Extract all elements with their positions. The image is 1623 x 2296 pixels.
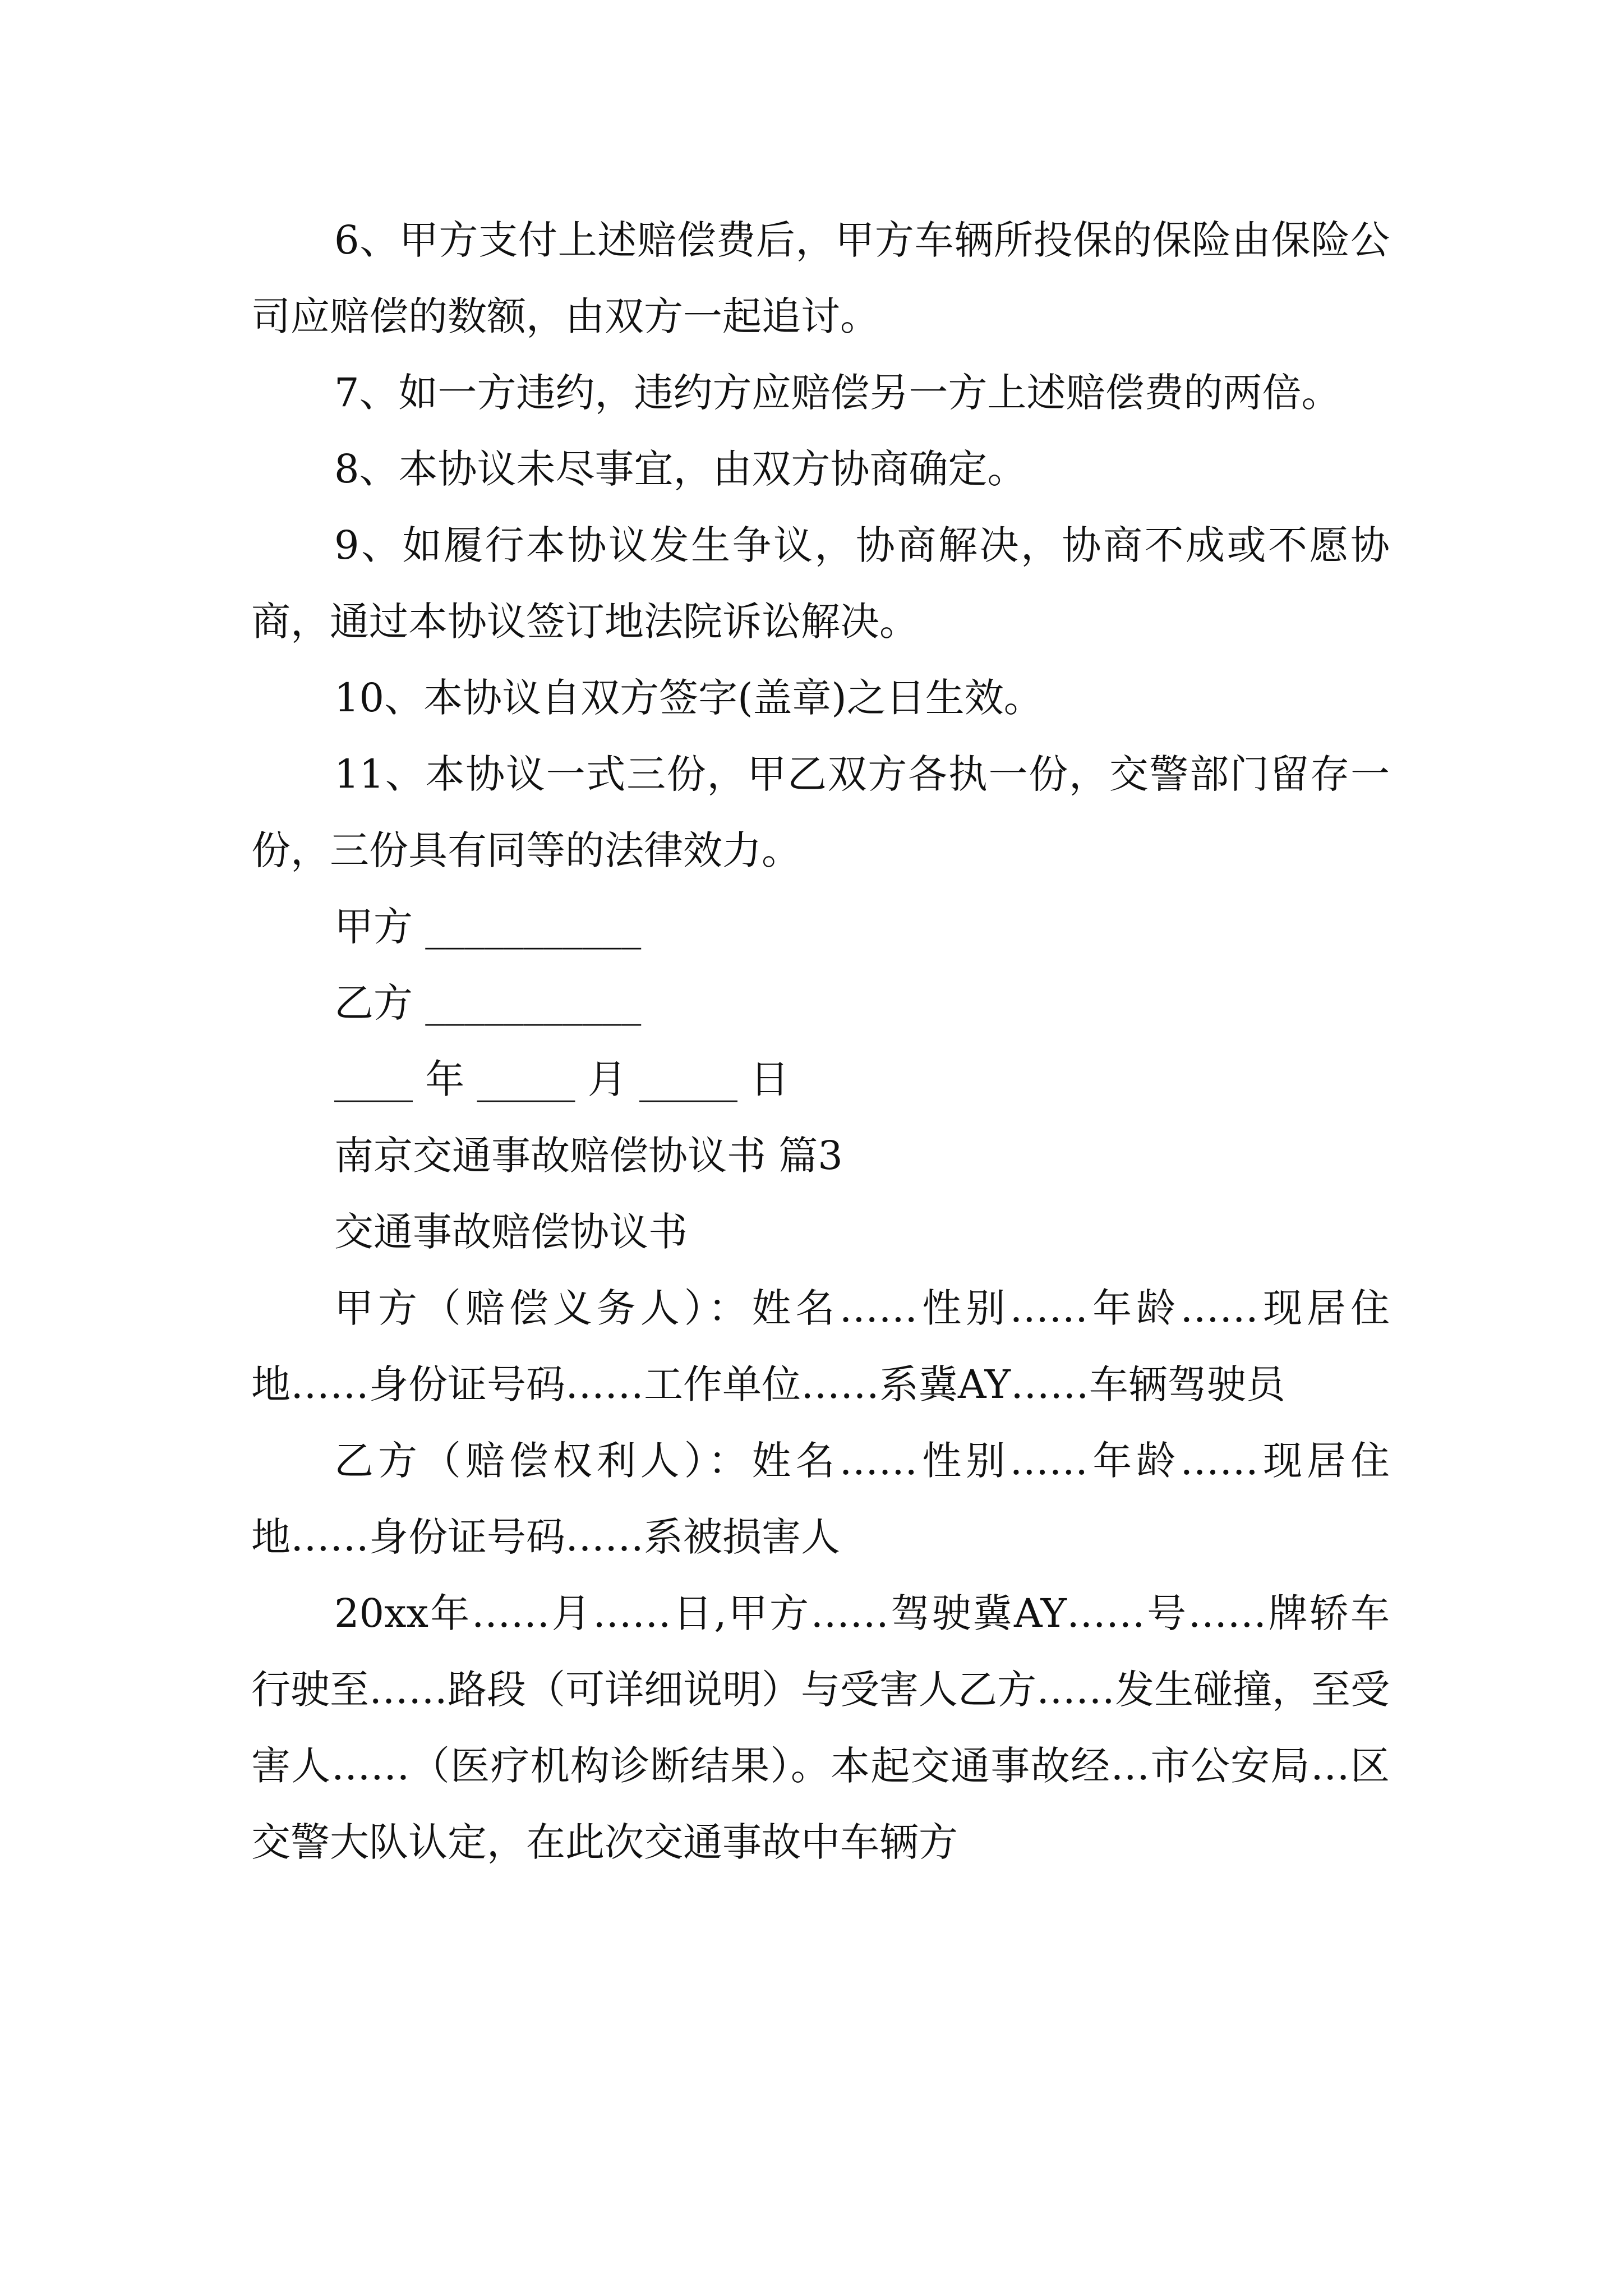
clause-7: 7、如一方违约，违约方应赔偿另一方上述赔偿费的两倍。 [334,370,1341,416]
accident-description: 20xx年……月……日,甲方……驾驶冀AY……号……牌轿车行驶至……路段（可详细说明）与受害人乙方……发生碰撞，至受害人……（医疗机构诊断结果）。本起交通事故经…市公安局…区交警大队认定，在此次交通事故中车辆方 [251,1590,1390,1865]
date-line: ____ 年 _____ 月 _____ 日 [334,1056,790,1102]
party-b-info: 乙方（赔偿权利人）：姓名……性别……年龄……现居住地……身份证号码……系被损害人 [251,1438,1390,1560]
section-heading: 南京交通事故赔偿协议书 篇3 [334,1133,843,1179]
clause-9: 9、如履行本协议发生争议，协商解决，协商不成或不愿协商，通过本协议签订地法院诉讼解决。 [251,522,1390,645]
party-b-signature-line: 乙方 ___________ [334,980,642,1026]
party-a-info: 甲方（赔偿义务人）：姓名……性别……年龄……现居住地……身份证号码……工作单位……系冀AY……车辆驾驶员 [251,1285,1390,1407]
clause-10: 10、本协议自双方签字(盖章)之日生效。 [334,675,1043,721]
agreement-title: 交通事故赔偿协议书 [334,1209,688,1255]
party-a-signature-line: 甲方 ___________ [334,904,642,950]
clause-11: 11、本协议一式三份，甲乙双方各执一份，交警部门留存一份，三份具有同等的法律效力。 [251,751,1390,873]
clause-8: 8、本协议未尽事宜，由双方协商确定。 [334,446,1027,492]
document-page [251,202,1390,1880]
clause-6: 6、甲方支付上述赔偿费后，甲方车辆所投保的保险由保险公司应赔偿的数额，由双方一起追讨。 [251,217,1390,339]
